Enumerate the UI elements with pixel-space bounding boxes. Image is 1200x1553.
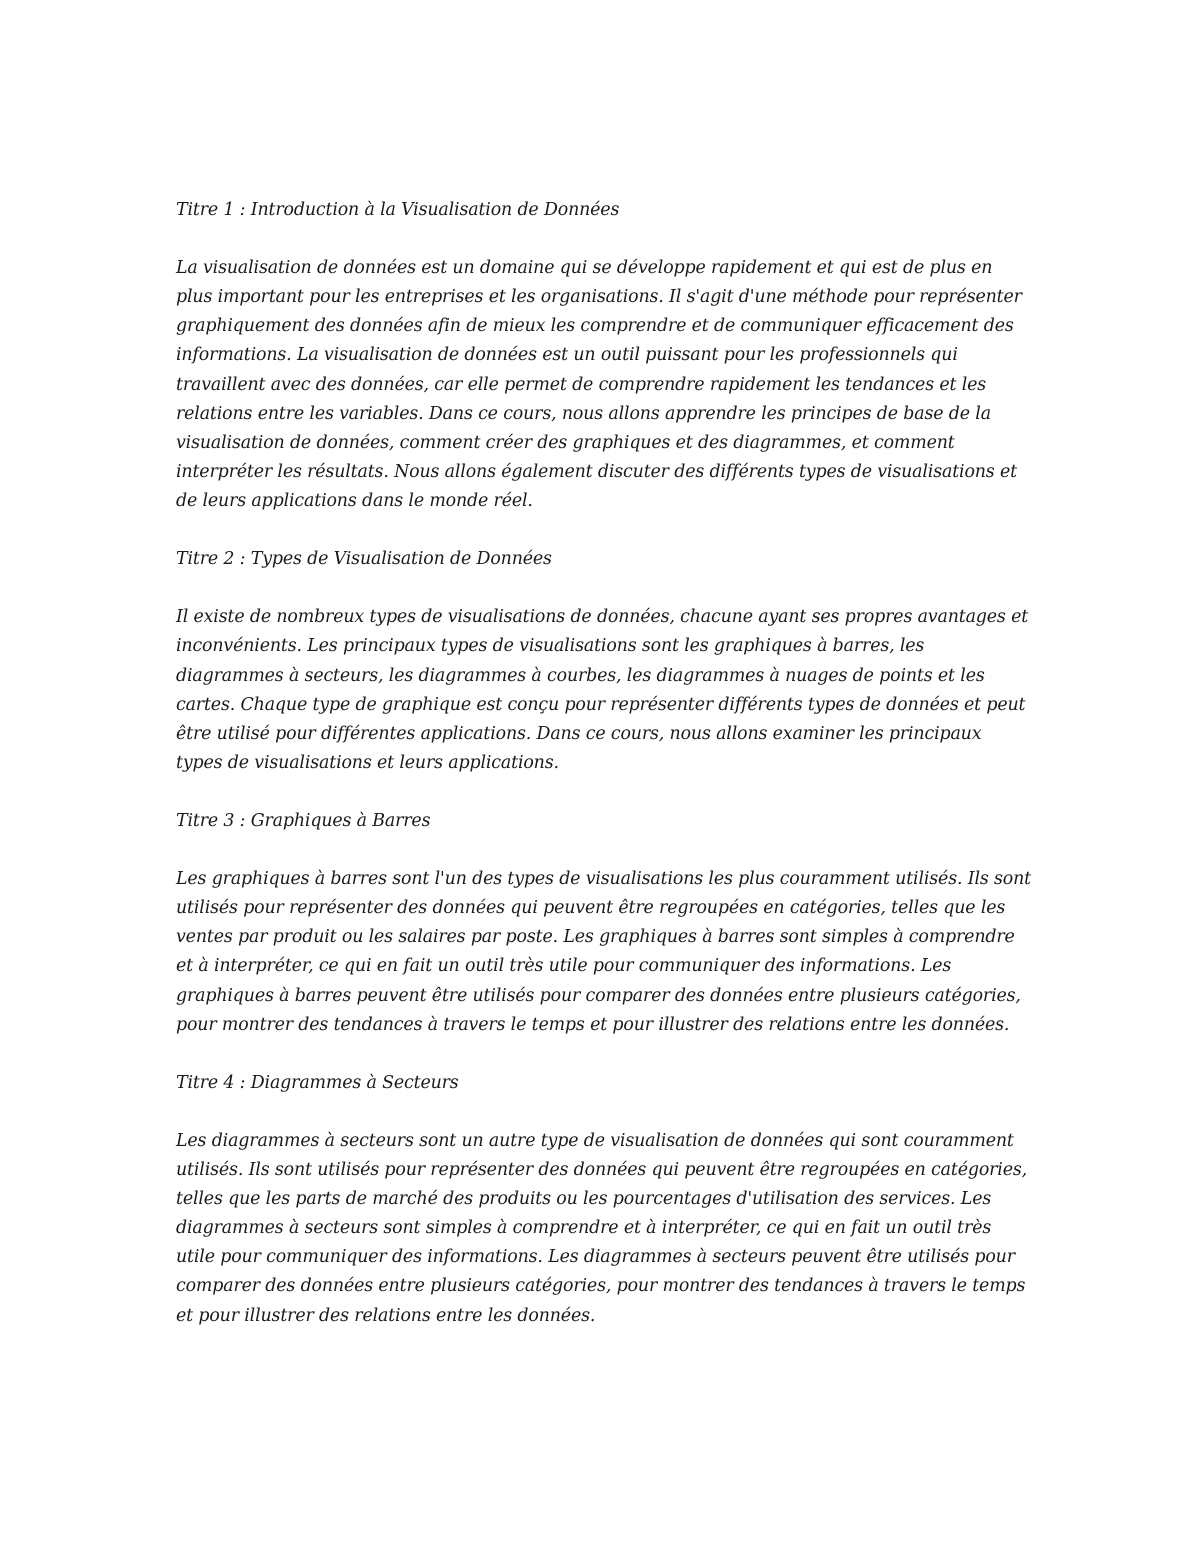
document-content bbox=[176, 196, 1032, 1360]
section-3-body: Les graphiques à barres sont l'un des types de visualisations les plus couramment utilisés. Ils sont utilisés pour représenter des données qui peuvent être regroupées en catégories, telles que les ventes par produit ou les salaires par poste. Les graphiques à barres sont simples à comprendre et à interpréter, ce qui en fait un outil très utile pour communiquer des informations. Les graphiques à barres peuvent être utilisés pour comparer des données entre plusieurs catégories, pour montrer des tendances à travers le temps et pour illustrer des relations entre les données. bbox=[176, 869, 1031, 1035]
section-4-body: Les diagrammes à secteurs sont un autre type de visualisation de données qui sont couramment utilisés. Ils sont utilisés pour représenter des données qui peuvent être regroupées en catégories, telles que les parts de marché des produits ou les pourcentages d'utilisation des services. Les diagrammes à secteurs sont simples à comprendre et à interpréter, ce qui en fait un outil très utile pour communiquer des informations. Les diagrammes à secteurs peuvent être utilisés pour comparer des données entre plusieurs catégories, pour montrer des tendances à travers le temps et pour illustrer des relations entre les données. bbox=[176, 1131, 1028, 1326]
section-2-title: Titre 2 : Types de Visualisation de Données bbox=[176, 549, 552, 570]
section-2-body: Il existe de nombreux types de visualisations de données, chacune ayant ses propres avantages et inconvénients. Les principaux types de visualisations sont les graphiques à barres, les diagrammes à secteurs, les diagrammes à courbes, les diagrammes à nuages de points et les cartes. Chaque type de graphique est conçu pour représenter différents types de données et peut être utilisé pour différentes applications. Dans ce cours, nous allons examiner les principaux types de visualisations et leurs applications. bbox=[176, 607, 1029, 773]
section-3-title: Titre 3 : Graphiques à Barres bbox=[176, 810, 431, 831]
section-4-title: Titre 4 : Diagrammes à Secteurs bbox=[176, 1072, 459, 1093]
section-1-title: Titre 1 : Introduction à la Visualisation de Données bbox=[176, 200, 620, 220]
section-1-body: La visualisation de données est un domaine qui se développe rapidement et qui est de plus en plus important pour les entreprises et les organisations. Il s'agit d'une méthode pour représenter graphiquement des données afin de mieux les comprendre et de communiquer efficacement des informations. La visualisation de données est un outil puissant pour les professionnels qui travaillent avec des données, car elle permet de comprendre rapidement les tendances et les relations entre les variables. Dans ce cours, nous allons apprendre les principes de base de la visualisation de données, comment créer des graphiques et des diagrammes, et comment interpréter les résultats. Nous allons également discuter des différents types de visualisations et de leurs applications dans le monde réel. bbox=[176, 258, 1022, 511]
